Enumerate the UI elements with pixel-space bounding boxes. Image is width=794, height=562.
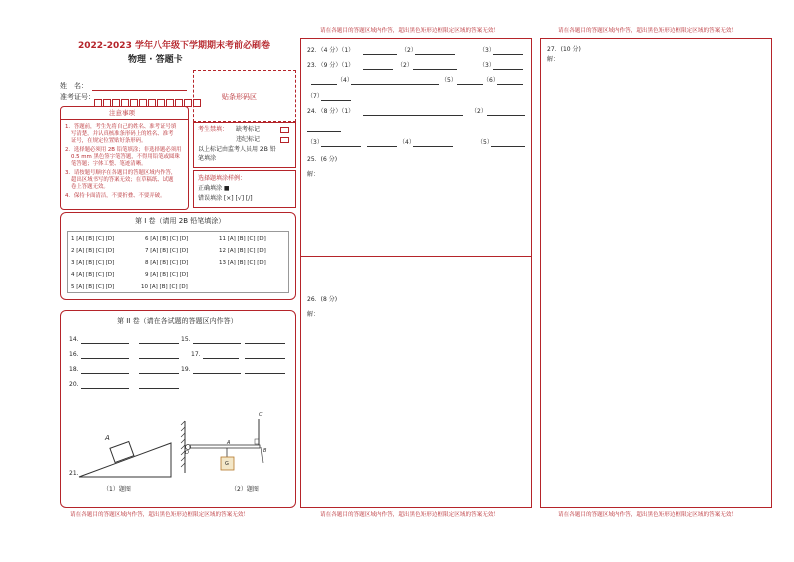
col2-box: 22．（4 分）（1） （2） （3） 23．（9 分）（1） （2） （3） （4） （5） （6） （7） 24．（8 分）（1） （2） （3） （4） （5） 25．(6 分) 解： 26．(8 分) 解： <box>300 38 532 508</box>
marks-note-1: 以上标记由监考人员用 2B 铅 <box>198 146 276 153</box>
q17-line-2[interactable] <box>245 358 285 359</box>
violation-mark-box[interactable] <box>280 137 289 143</box>
col1-bottom-banner: 请在各题目的答题区域内作答，超出黑色矩形边框限定区域的答案无效！ <box>70 512 250 518</box>
part2-box: 第 II 卷（请在各试题的答题区内作答） 14. 15. 16. 17. 18. 19. 20. A 21. G O C A B （1）题图 （2）题图 <box>60 310 296 508</box>
q15-line-2[interactable] <box>245 343 285 344</box>
fig2-label-o: O <box>185 450 189 456</box>
exam-marks-box <box>193 122 296 168</box>
fill-sample-box <box>193 170 296 208</box>
exam-marks-title: 考生禁填： <box>198 126 229 133</box>
q20-line-1[interactable] <box>81 388 129 389</box>
fig1-caption: （1）题图 <box>103 486 131 493</box>
lever-figure <box>179 411 269 481</box>
col2-top-banner: 请在各题目的答题区域内作答，超出黑色矩形边框限定区域的答案无效！ <box>320 28 500 34</box>
fill-wrong: 错误填涂 [×] [√] [/] <box>198 195 253 202</box>
col3-box: 27．(10 分) 解： <box>540 38 772 508</box>
barcode-area <box>193 70 296 122</box>
col3-bottom-banner: 请在各题目的答题区域内作答，超出黑色矩形边框限定区域的答案无效！ <box>558 512 738 518</box>
q18-line-2[interactable] <box>139 373 179 374</box>
name-line[interactable] <box>92 90 187 91</box>
fill-correct: 正确填涂 ■ <box>198 185 230 192</box>
q19-line-1[interactable] <box>193 373 241 374</box>
q20-line-2[interactable] <box>139 388 179 389</box>
q18-line-1[interactable] <box>81 373 129 374</box>
barcode-label: 贴条形码区 <box>222 93 257 101</box>
q14-line-2[interactable] <box>139 343 179 344</box>
col3-top-banner: 请在各题目的答题区域内作答，超出黑色矩形边框限定区域的答案无效！ <box>558 28 738 34</box>
exam-title: 2022-2023 学年八年级下学期期末考前必刷卷 <box>78 41 270 51</box>
q16-line-1[interactable] <box>81 358 129 359</box>
q19-line-2[interactable] <box>245 373 285 374</box>
violation-mark-label: 违纪标记 <box>236 136 261 143</box>
absent-mark-label: 缺考标记 <box>236 126 261 133</box>
notes-box: 注意事项 1．答题前，考生先将自己的姓名、准考证号填 写清楚，并认真核准条形码上的姓名、准考 证号，在规定位置贴好条形码。 2．选择题必须用 2B 铅笔填涂；非选择题必须用 0.5 mm 黑色签字笔答题，不得用铅笔或圆珠 笔答题；字体工整、笔迹清晰。 3．请按题号顺序在各题目的答题区域内作答， 超出区域书写的答案无效；在草稿纸、试题 卷上答题无效。 4．保持卡面清洁，不要折叠、不要弄破。 <box>60 106 189 210</box>
q14-line-1[interactable] <box>81 343 129 344</box>
id-label: 准考证号： <box>60 93 95 101</box>
answer-card-subtitle: 物理 · 答题卡 <box>128 55 183 65</box>
notes-title: 注意事项 <box>109 109 135 117</box>
q17-line-1[interactable] <box>203 358 239 359</box>
marks-note-2: 笔填涂 <box>198 155 217 162</box>
fig2-label-c: C <box>259 412 263 418</box>
fig1-label-a: A <box>105 434 110 442</box>
fig2-label-g: G <box>225 461 229 467</box>
part2-title: 第 II 卷（请在各试题的答题区内作答） <box>117 317 238 325</box>
fig2-label-b: B <box>263 448 267 454</box>
name-label: 姓 名： <box>60 82 88 90</box>
fill-sample-title: 选择题填涂样例： <box>198 175 247 182</box>
q16-line-2[interactable] <box>139 358 179 359</box>
q15-line-1[interactable] <box>193 343 241 344</box>
fig2-caption: （2）题图 <box>231 486 259 493</box>
col2-bottom-banner: 请在各题目的答题区域内作答，超出黑色矩形边框限定区域的答案无效！ <box>320 512 500 518</box>
absent-mark-box[interactable] <box>280 127 289 133</box>
fig2-label-a: A <box>227 440 231 446</box>
part1-box: 第 I 卷（请用 2B 铅笔填涂） 1 [A] [B] [C] [D] 2 [A] [B] [C] [D] 3 [A] [B] [C] [D] 4 [A] [B] [C] [D] 5 [A] [B] [C] [D] 6 [A] [B] [C] [D] 7 [A] [B] [C] [D] 8 [A] [B] [C] [D] 9 [A] [B] [C] [D] 10 [A] [B] [C] [D] 11 [A] [B] [C] [D] 12 [A] [B] [C] [D] 13 [A] [B] [C] [D] <box>60 212 296 300</box>
exam-id-cells[interactable] <box>94 92 202 102</box>
incline-figure <box>77 421 177 481</box>
part1-title: 第 I 卷（请用 2B 铅笔填涂） <box>135 217 226 225</box>
